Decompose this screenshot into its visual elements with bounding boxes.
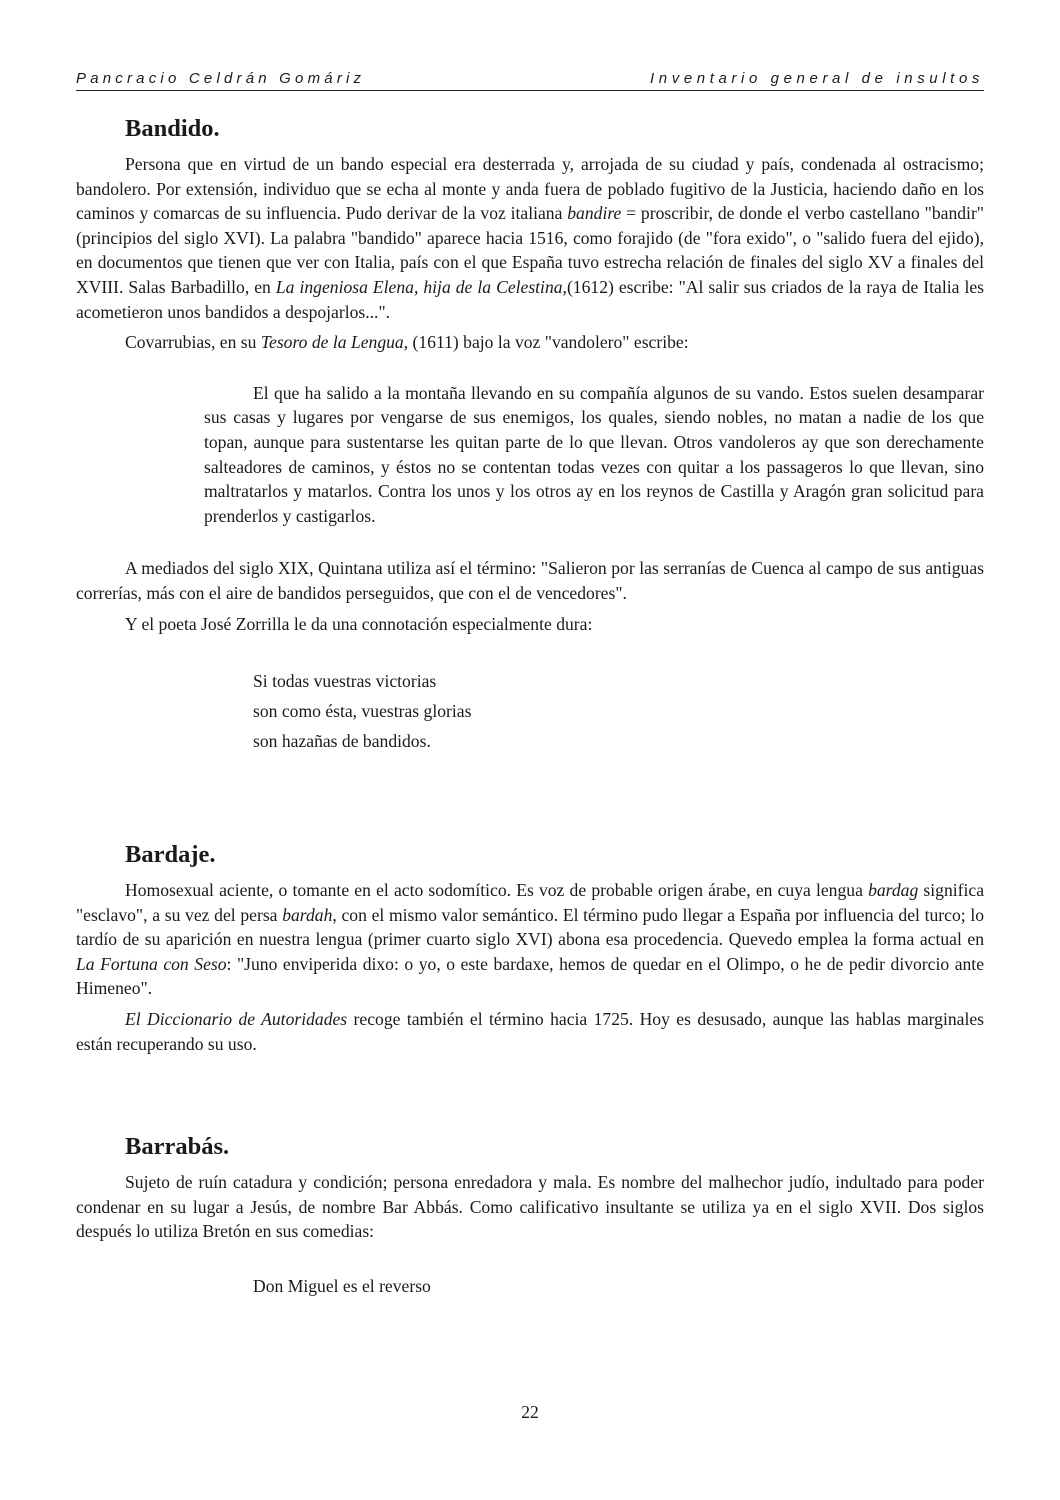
verse-line: Si todas vuestras victorias	[253, 671, 437, 692]
header-book-title: Inventario general de insultos	[650, 70, 984, 87]
body-paragraph: A mediados del siglo XIX, Quintana utiliza así el término: "Salieron por las serranías de Cuenca al campo de sus antiguas correrías, más con el aire de bandidos perseguidos, que con el de vencedores".	[76, 558, 984, 603]
body-paragraph: Homosexual aciente, o tomante en el acto sodomítico. Es voz de probable origen árabe, en cuya lengua bardag significa "esclavo", a su vez del persa bardah, con el mismo valor semántico. El término pudo llegar a España por influencia del turco; lo tardío de su aparición en nuestra lengua (primer cuarto siglo XVI) abona esa procedencia. Quevedo emplea la forma actual en La Fortuna con Seso: "Juno enviperida dixo: o yo, o este bardaxe, hemos de quedar en el Olimpo, o he de pedir divorcio ante Himeneo".	[76, 880, 985, 999]
verse-line: son hazañas de bandidos.	[253, 731, 431, 752]
block-quote: El que ha salido a la montaña llevando en su compañía algunos de su vando. Estos suelen desamparar sus casas y lugares por vengarse de sus enemigos, los quales, siendo nobles, no matan a nadie de los que topan, aunque para sustentarse les quitan parte de lo que llevan. Otros vandoleros ay que son derechamente salteadores de caminos, y éstos no se contentan todas vezes con quitar a los passageros lo que llevan, sino maltratarlos y matarlos. Contra los unos y los otros ay en los reynos de Castilla y Aragón gran solicitud para prenderlos y castigarlos.	[204, 382, 984, 526]
verse-quote	[253, 1274, 984, 1298]
entry-bandido	[76, 112, 984, 756]
verse-line: Don Miguel es el reverso	[253, 1276, 431, 1297]
entry-headword: Bardaje.	[125, 841, 216, 869]
verse-line: son como ésta, vuestras glorias	[253, 701, 472, 722]
body-paragraph: Y el poeta José Zorrilla le da una connotación especialmente dura:	[125, 613, 593, 634]
running-header	[76, 70, 984, 91]
entry-headword: Bandido.	[125, 115, 220, 142]
entry-barrabas	[76, 1130, 984, 1298]
entry-headword: Barrabás.	[125, 1133, 230, 1161]
body-paragraph: El Diccionario de Autoridades recoge también el término hacia 1725. Hoy es desusado, aunque las hablas marginales están recuperando su uso.	[76, 1009, 984, 1054]
entry-bardaje	[76, 838, 984, 1056]
verse-quote	[253, 666, 984, 756]
page-number: 22	[521, 1402, 539, 1422]
body-paragraph: Covarrubias, en su Tesoro de la Lengua, (1611) bajo la voz "vandolero" escribe:	[125, 332, 689, 353]
header-author: Pancracio Celdrán Gomáriz	[76, 70, 366, 87]
body-paragraph: Sujeto de ruín catadura y condición; persona enredadora y mala. Es nombre del malhechor judío, indultado para poder condenar en su lugar a Jesús, de nombre Bar Abbás. Como calificativo insultante se utiliza ya en el siglo XVII. Dos siglos después lo utiliza Bretón en sus comedias:	[76, 1172, 984, 1242]
body-paragraph: Persona que en virtud de un bando especial era desterrada y, arrojada de su ciudad y país, condenada al ostracismo; bandolero. Por extensión, individuo que se echa al monte y anda fuera de poblado fugitivo de la Justicia, haciendo daño en los caminos y comarcas de su influencia. Pudo derivar de la voz italiana bandire = proscribir, de donde el verbo castellano "bandir" (principios del siglo XVI). La palabra "bandido" aparece hacia 1516, como forajido (de "fora exido", o "salido fuera del ejido), en documentos que tienen que ver con Italia, país con el que España tuvo estrecha relación de finales del siglo XV a finales del XVIII. Salas Barbadillo, en La ingeniosa Elena, hija de la Celestina,(1612) escribe: "Al salir sus criados de la raya de Italia les acometieron unos bandidos a despojarlos...".	[76, 154, 984, 322]
page-content	[76, 112, 984, 1298]
